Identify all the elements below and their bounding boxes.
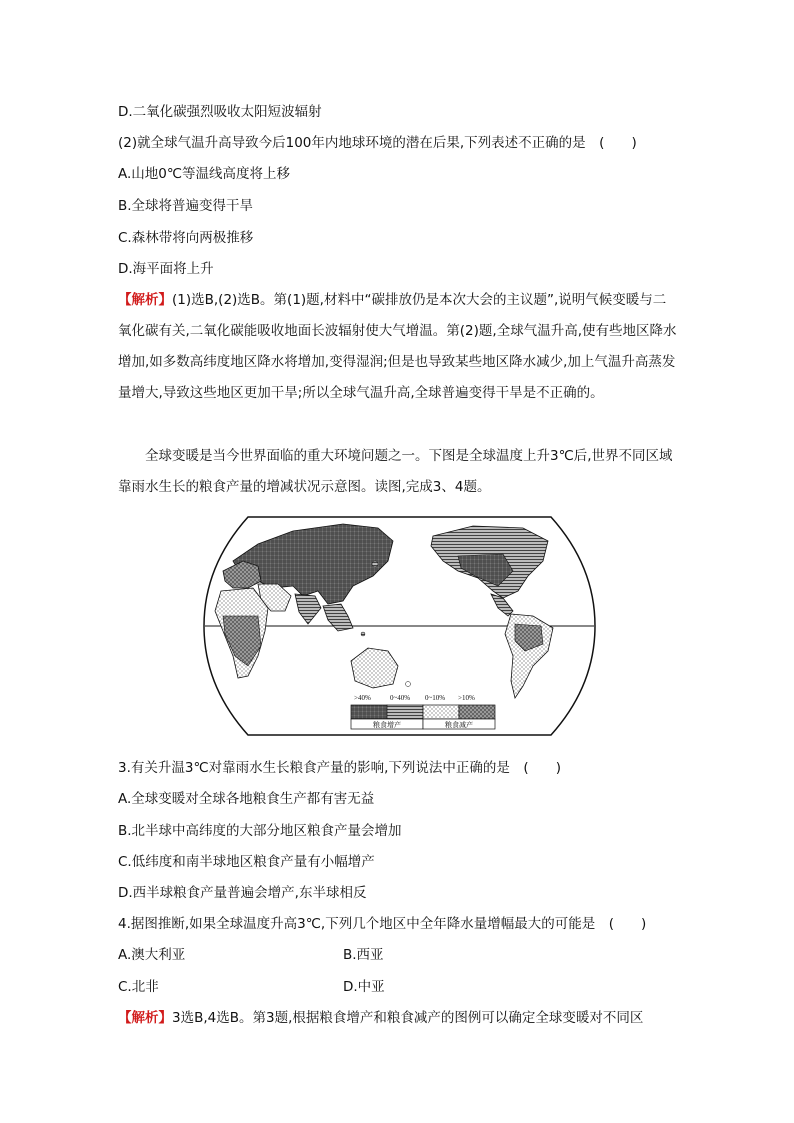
q2-option-c: C.森林带将向两极推移: [118, 230, 254, 246]
legend-group-increase: 粮食增产: [373, 721, 401, 729]
legend-swatch-decrease-small: [423, 705, 459, 719]
world-map-figure: [203, 516, 596, 737]
analysis-1: [118, 285, 678, 409]
legend-value-3: 0~10%: [425, 694, 446, 702]
q4-option-c: C.北非: [118, 979, 159, 995]
analysis-1-text: (1)选B,(2)选B。第(1)题,材料中“碳排放仍是本次大会的主议题”,说明气候变暖与二氧化碳有关,二氧化碳能吸收地面长波辐射使大气增温。第(2)题,全球气温升高,使有些地区降水增加,如多数高纬度地区降水将增加,变得湿润;但是也导致某些地区降水减少,加上气温升高蒸发量增大,导致这些地区更加干旱;所以全球气温升高,全球普遍变得干旱是不正确的。: [118, 292, 677, 401]
q2-option-a: A.山地0℃等温线高度将上移: [118, 166, 291, 182]
island-marker: [361, 632, 365, 636]
q3-option-c: C.低纬度和南半球地区粮食产量有小幅增产: [118, 854, 375, 870]
q4-option-d: D.中亚: [343, 979, 385, 995]
q4-option-b: B.西亚: [343, 947, 384, 963]
q2-option-b: B.全球将普遍变得干旱: [118, 198, 254, 214]
japan-island: [372, 561, 378, 567]
q4-option-a: A.澳大利亚: [118, 947, 186, 963]
q2-option-d: D.海平面将上升: [118, 261, 214, 277]
legend-value-2: 0~40%: [390, 694, 411, 702]
q3-option-a: A.全球变暖对全球各地粮食生产都有害无益: [118, 791, 375, 807]
q3-option-d: D.西半球粮食产量普遍会增产,东半球相反: [118, 885, 367, 901]
legend-swatch-decrease-large: [459, 705, 495, 719]
analysis-2-text: 3选B,4选B。第3题,根据粮食增产和粮食减产的图例可以确定全球变暖对不同区: [172, 1010, 644, 1026]
legend-value-4: >10%: [458, 694, 475, 702]
new-zealand-island: [406, 682, 411, 687]
analysis-2: [118, 1008, 643, 1028]
legend-value-1: >40%: [354, 694, 371, 702]
question-3-stem: 3.有关升温3℃对靠雨水生长粮食产量的影响,下列说法中正确的是 ( ): [118, 760, 561, 776]
legend-swatch-increase-large: [351, 705, 387, 719]
q2-prev-option-d: D.二氧化碳强烈吸收太阳短波辐射: [118, 104, 322, 120]
question-2-stem: (2)就全球气温升高导致今后100年内地球环境的潜在后果,下列表述不正确的是 ( ): [118, 135, 637, 151]
legend-group-decrease: 粮食减产: [445, 721, 473, 729]
q3-option-b: B.北半球中高纬度的大部分地区粮食产量会增加: [118, 823, 402, 839]
intro-paragraph: 全球变暖是当今世界面临的重大环境问题之一。下图是全球温度上升3℃后,世界不同区域靠雨水生长的粮食产量的增减状况示意图。读图,完成3、4题。: [118, 448, 673, 495]
legend-swatch-increase-small: [387, 705, 423, 719]
analysis-tag: 【解析】: [118, 292, 172, 308]
question-4-stem: 4.据图推断,如果全球温度升高3℃,下列几个地区中全年降水量增幅最大的可能是 ( ): [118, 916, 647, 932]
analysis-tag: 【解析】: [118, 1010, 172, 1026]
